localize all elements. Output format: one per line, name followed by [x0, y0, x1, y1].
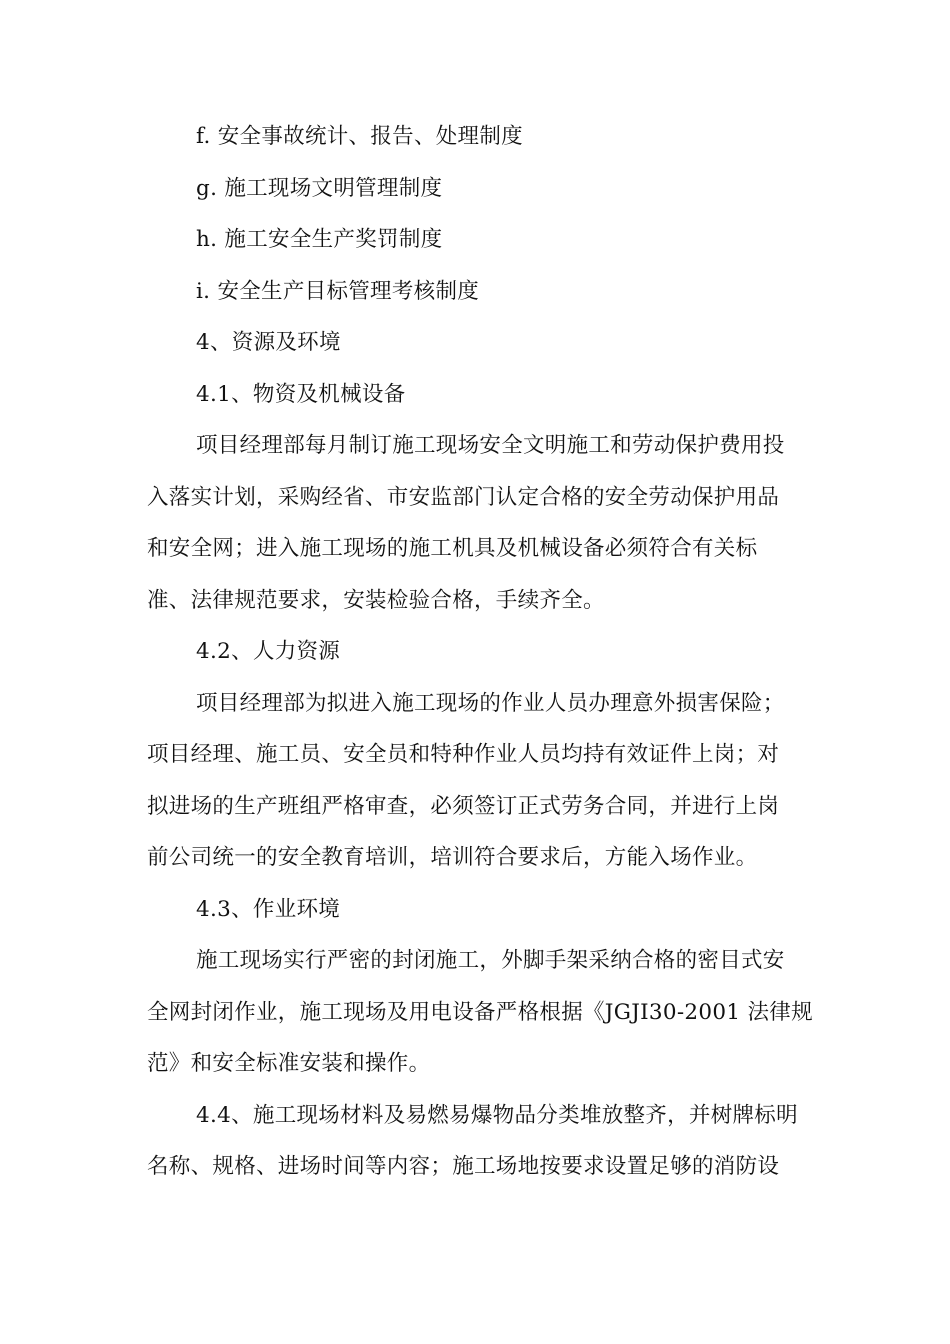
- paragraph-line: 拟进场的生产班组严格审查，必须签订正式劳务合同，并进行上岗: [147, 794, 780, 819]
- section-heading-4-3: 4.3、作业环境: [196, 897, 341, 922]
- paragraph-line: 前公司统一的安全教育培训，培训符合要求后，方能入场作业。: [147, 845, 758, 870]
- list-item-i: i. 安全生产目标管理考核制度: [196, 279, 480, 304]
- paragraph-line: 入落实计划，采购经省、市安监部门认定合格的安全劳动保护用品: [147, 485, 780, 510]
- list-item-f: f. 安全事故统计、报告、处理制度: [196, 124, 523, 149]
- paragraph-line: 准、法律规范要求，安装检验合格，手续齐全。: [147, 588, 605, 613]
- section-heading-4-4: 4.4、施工现场材料及易燃易爆物品分类堆放整齐，并树牌标明: [196, 1103, 798, 1128]
- section-heading-4: 4、资源及环境: [196, 330, 341, 355]
- paragraph-line: 项目经理、施工员、安全员和特种作业人员均持有效证件上岗；对: [147, 742, 780, 767]
- paragraph-line: 施工现场实行严密的封闭施工，外脚手架采纳合格的密目式安: [196, 948, 785, 973]
- section-heading-4-1: 4.1、物资及机械设备: [196, 382, 406, 407]
- paragraph-line: 范》和安全标准安装和操作。: [147, 1051, 431, 1076]
- section-heading-4-2: 4.2、人力资源: [196, 639, 341, 664]
- paragraph-line: 项目经理部每月制订施工现场安全文明施工和劳动保护费用投: [196, 433, 785, 458]
- paragraph-line: 名称、规格、进场时间等内容；施工场地按要求设置足够的消防设: [147, 1154, 780, 1179]
- list-item-g: g. 施工现场文明管理制度: [196, 176, 443, 201]
- paragraph-line: 项目经理部为拟进入施工现场的作业人员办理意外损害保险；: [196, 691, 785, 716]
- paragraph-line: 和安全网；进入施工现场的施工机具及机械设备必须符合有关标: [147, 536, 758, 561]
- list-item-h: h. 施工安全生产奖罚制度: [196, 227, 443, 252]
- paragraph-line: 全网封闭作业，施工现场及用电设备严格根据《JGJI30-2001 法律规: [147, 1000, 813, 1025]
